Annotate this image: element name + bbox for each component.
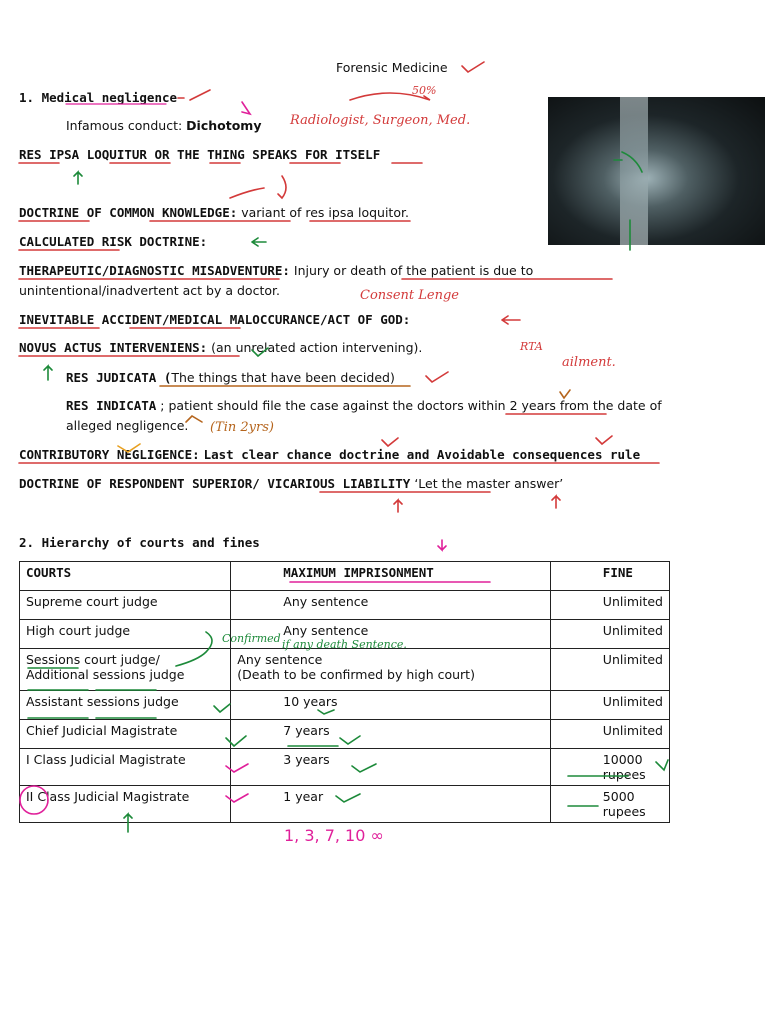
res-judicata-text: The things that have been decided)	[171, 370, 395, 385]
arrow-mark	[552, 496, 560, 508]
check-mark	[426, 372, 448, 382]
section-heading-negligence: 1. Medical negligence	[19, 90, 178, 105]
imprisonment-cell: Any sentence	[231, 620, 551, 649]
check-mark	[596, 436, 612, 444]
arrow-mark	[178, 90, 210, 100]
therapeutic-text: Injury or death of the patient is due to	[293, 263, 534, 278]
res-indicata-line	[66, 398, 662, 413]
court-cell: Chief Judicial Magistrate	[20, 720, 231, 749]
doctrine-label: DOCTRINE OF COMMON KNOWLEDGE:	[19, 205, 238, 220]
annotation-radiologist: Radiologist, Surgeon, Med.	[290, 113, 471, 128]
doctrine-text: variant of res ipsa loquitor.	[241, 205, 409, 220]
fine-cell: Unlimited	[550, 591, 669, 620]
imprisonment-line-2: (Death to be confirmed by high court)	[237, 667, 475, 682]
annotation-two-years: (Tin 2yrs)	[210, 420, 274, 435]
court-line-1: Sessions court judge/	[26, 652, 160, 667]
annotation-rta: RTA	[520, 340, 543, 353]
fine-cell: Unlimited	[550, 620, 669, 649]
header-courts: COURTS	[20, 562, 231, 591]
contributory-text: Last clear chance doctrine and Avoidable consequences rule	[203, 447, 641, 462]
xray-image	[548, 97, 765, 245]
fine-cell: Unlimited	[550, 691, 669, 720]
imprisonment-cell: 10 years	[231, 691, 551, 720]
table-row	[20, 720, 670, 749]
respondent-line	[19, 476, 563, 491]
novus-line	[19, 340, 422, 355]
fine-cell: Unlimited	[550, 649, 669, 691]
imprisonment-cell	[231, 649, 551, 691]
check-mark	[560, 390, 570, 398]
arrow-mark	[74, 172, 82, 184]
novus-text: (an unrelated action intervening).	[211, 340, 423, 355]
annotation-ailment: ailment.	[562, 355, 616, 370]
res-indicata-text: ; patient should file the case against the doctors within 2 years from the date of	[160, 398, 662, 413]
fine-cell: 5000 rupees	[550, 786, 669, 823]
imprisonment-cell: 3 years	[231, 749, 551, 786]
therapeutic-line	[19, 263, 533, 278]
infamous-label: Infamous conduct:	[66, 118, 183, 133]
res-indicata-text-2: alleged negligence.	[66, 418, 189, 433]
section-heading-courts: 2. Hierarchy of courts and fines	[19, 535, 260, 550]
arrow-mark	[230, 188, 264, 198]
court-cell: I Class Judicial Magistrate	[20, 749, 231, 786]
respondent-label: DOCTRINE OF RESPONDENT SUPERIOR/ VICARIOUS LIABILITY	[19, 476, 411, 491]
therapeutic-label: THERAPEUTIC/DIAGNOSTIC MISADVENTURE:	[19, 263, 290, 278]
imprisonment-line-1: Any sentence	[237, 652, 323, 667]
annotation-consent: Consent Lenge	[360, 288, 459, 303]
annotation-percent: 50%	[412, 84, 437, 97]
table-row	[20, 786, 670, 823]
calculated-risk: CALCULATED RISK DOCTRINE:	[19, 234, 208, 249]
court-cell	[20, 649, 231, 691]
arrow-mark	[502, 316, 520, 324]
courts-table	[19, 561, 670, 823]
arrow-mark	[242, 102, 250, 114]
check-mark	[462, 62, 484, 72]
check-mark	[382, 438, 398, 446]
court-line-2: Additional sessions judge	[26, 667, 185, 682]
court-cell: Supreme court judge	[20, 591, 231, 620]
contributory-line	[19, 447, 640, 462]
doctrine-common-knowledge	[19, 205, 409, 220]
court-cell: High court judge	[20, 620, 231, 649]
header-imprisonment: MAXIMUM IMPRISONMENT	[231, 562, 551, 591]
res-indicata-label: RES INDICATA	[66, 398, 157, 413]
infamous-value: Dichotomy	[186, 118, 262, 133]
arrow-mark	[278, 176, 286, 198]
fine-cell: Unlimited	[550, 720, 669, 749]
contributory-label: CONTRIBUTORY NEGLIGENCE:	[19, 447, 200, 462]
table-row	[20, 749, 670, 786]
inevitable-accident: INEVITABLE ACCIDENT/MEDICAL MALOCCURANCE/ACT OF GOD:	[19, 312, 411, 327]
annotation-death-sentence: if any death Sentence.	[282, 638, 407, 651]
respondent-text: ‘Let the master answer’	[414, 476, 564, 491]
imprisonment-cell: Any sentence	[231, 591, 551, 620]
table-row	[20, 649, 670, 691]
annotation-sequence: 1, 3, 7, 10 ∞	[284, 826, 384, 845]
table-row	[20, 591, 670, 620]
annotation-confirmed: Confirmed	[222, 632, 281, 645]
novus-label: NOVUS ACTUS INTERVENIENS:	[19, 340, 208, 355]
imprisonment-cell: 1 year	[231, 786, 551, 823]
table-row	[20, 691, 670, 720]
table-header-row	[20, 562, 670, 591]
res-judicata-line	[66, 370, 395, 385]
infamous-conduct-line	[66, 118, 261, 133]
arrow-mark	[394, 500, 402, 512]
court-cell: Assistant sessions judge	[20, 691, 231, 720]
page-title: Forensic Medicine	[336, 60, 448, 75]
arrow-mark	[44, 366, 52, 380]
therapeutic-text-2: unintentional/inadvertent act by a doctor.	[19, 283, 280, 298]
header-fine: FINE	[550, 562, 669, 591]
res-ipsa-heading: RES IPSA LOQUITUR OR THE THING SPEAKS FOR ITSELF	[19, 147, 381, 162]
court-cell: II Class Judicial Magistrate	[20, 786, 231, 823]
arrow-mark	[438, 540, 446, 550]
arrow-mark	[252, 238, 266, 246]
imprisonment-cell: 7 years	[231, 720, 551, 749]
fine-cell: 10000 rupees	[550, 749, 669, 786]
res-judicata-label: RES JUDICATA (	[66, 370, 172, 385]
